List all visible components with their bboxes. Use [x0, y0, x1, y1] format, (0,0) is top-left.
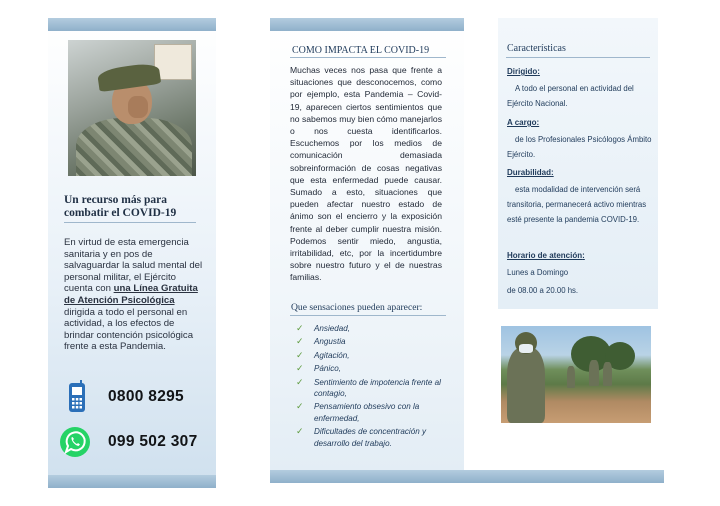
- check-icon: ✓: [296, 376, 304, 387]
- middle-top-bar: [270, 18, 464, 31]
- list-item: [296, 323, 446, 334]
- horario-label: Horario de atención:: [507, 251, 585, 260]
- acargo-text: de los Profesionales Psicólogos Ámbito Ejército.: [507, 135, 652, 160]
- acargo-label: A cargo:: [507, 118, 540, 127]
- left-bottom-bar: [48, 475, 216, 488]
- left-heading: Un recurso más para combatir el COVID-19: [64, 194, 177, 219]
- horario-days: Lunes a Domingo: [507, 268, 569, 277]
- horario-label-text: Horario de atención: [507, 251, 583, 260]
- dirigido-text: A todo el personal en actividad del Ejército Nacional.: [507, 84, 634, 109]
- horario-hours: de 08.00 a 20.00 hs.: [507, 286, 579, 295]
- helpline-highlight: una Línea Gratuita de Atención Psicológica: [64, 283, 198, 306]
- list-item: [296, 401, 446, 424]
- left-heading-rule: [64, 222, 196, 223]
- sensation-text: Agitación,: [314, 350, 350, 360]
- sensations-rule: [290, 315, 446, 316]
- face-mask: [519, 344, 533, 353]
- durabilidad-text: esta modalidad de intervención será transitoria, permanecerá activo mientras esté presente la pandemia COVID-19.: [507, 185, 647, 225]
- soldier-figure: [507, 348, 545, 423]
- soldier-figure: [589, 360, 599, 386]
- soldier-figure: [567, 366, 575, 388]
- left-body-after: dirigida a todo el personal en actividad, a los efectos de brindar contención psicológica frente a esta Pandemia.: [64, 306, 194, 353]
- left-top-bar: [48, 18, 216, 31]
- acargo-label-text: A cargo: [507, 118, 537, 127]
- sensation-text: Angustia: [314, 337, 346, 347]
- soldier-hand: [128, 96, 148, 118]
- phone-icon: [60, 380, 94, 414]
- check-icon: ✓: [296, 349, 304, 360]
- bottom-bar: [270, 470, 664, 483]
- field-soldiers-photo: [501, 326, 651, 423]
- sensations-list: [296, 323, 446, 451]
- list-item: [296, 377, 446, 400]
- left-body-before: En virtud de esta emergencia sanitaria y en pos de salvaguardar la salud mental del personal militar, el Ejército cuenta con: [64, 237, 203, 295]
- middle-title: COMO IMPACTA EL COVID-19: [292, 45, 430, 56]
- soldier-cap: [97, 62, 161, 92]
- whatsapp-number[interactable]: 099 502 307: [108, 433, 198, 450]
- sensations-subtitle: Que sensaciones pueden aparecer:: [291, 302, 423, 313]
- sensation-text: Ansiedad,: [314, 324, 350, 333]
- list-item: [296, 426, 446, 449]
- durabilidad-label: Durabilidad:: [507, 168, 554, 177]
- middle-body: Muchas veces nos pasa que frente a situaciones que desconocemos, como por ejemplo, esta Pandemia – Covid-19, aparecen ciertos sentimientos que no sabemos muy bien cómo manejarlos o nos cuesta identificarlos. Escuchemos por los medios de comunicación demasiada sobreinformación de cosas negativas que esta enfermedad puede causar. Sumado a esto, situaciones que pueden afectar nuestro estado de ánimo son el encierro y la exposición frente al deber cumplir nuestra misión. Podemos sentir miedo, angustia, irritabilidad, etc, por la incertidumbre sobre nuestro futuro y el de nuestras familias.: [290, 65, 442, 283]
- check-icon: ✓: [296, 336, 304, 347]
- right-title-rule: [506, 57, 650, 58]
- middle-title-rule: [290, 57, 446, 58]
- dirigido-label: Dirigido:: [507, 67, 540, 76]
- list-item: [296, 363, 446, 374]
- right-title: Características: [507, 43, 566, 54]
- check-icon: ✓: [296, 401, 304, 412]
- check-icon: ✓: [296, 323, 304, 333]
- durabilidad-label-text: Durabilidad: [507, 168, 552, 177]
- list-item: [296, 336, 446, 347]
- list-item: [296, 350, 446, 361]
- check-icon: ✓: [296, 363, 304, 374]
- whatsapp-icon: [58, 425, 92, 459]
- phone-number[interactable]: 0800 8295: [108, 388, 184, 405]
- check-icon: ✓: [296, 426, 304, 437]
- soldier-figure: [603, 362, 612, 386]
- sensation-text: Pensamiento obsesivo con la enfermedad,: [314, 402, 420, 423]
- dirigido-label-text: Dirigido: [507, 67, 538, 76]
- sensation-text: Dificultades de concentración y desarrollo del trabajo.: [314, 427, 427, 448]
- sensation-text: Pánico,: [314, 364, 341, 374]
- soldier-photo: [68, 40, 196, 176]
- sensation-text: Sentimiento de impotencia frente al contagio,: [314, 377, 441, 399]
- soldier-uniform: [76, 118, 192, 176]
- left-body: [64, 237, 206, 353]
